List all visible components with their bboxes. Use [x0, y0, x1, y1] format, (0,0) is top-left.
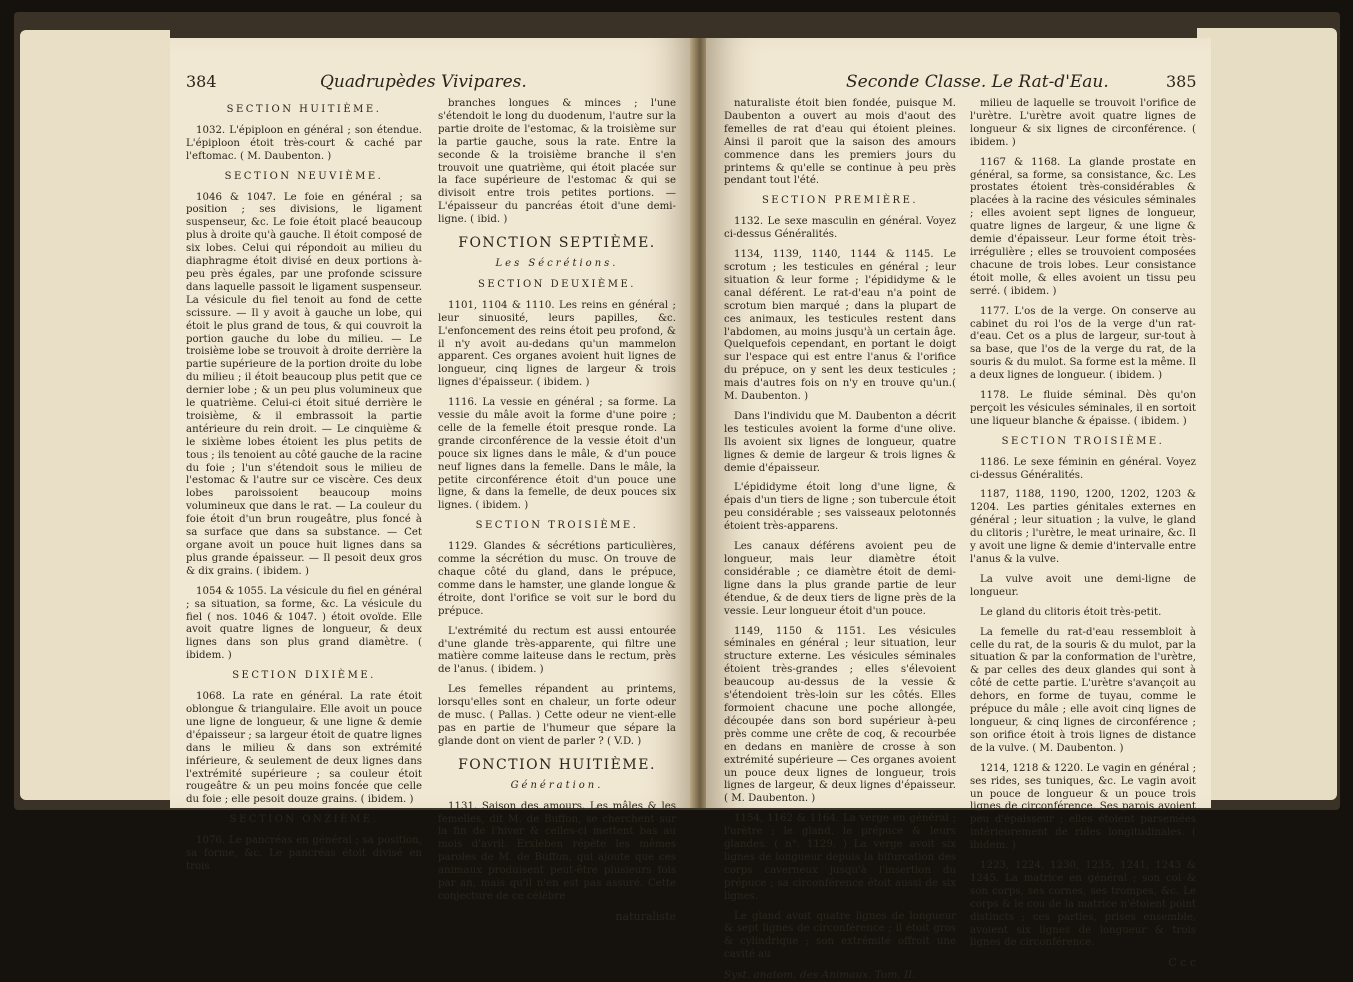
left-column-2 [438, 98, 676, 923]
paragraph: 1076. Le pancréas en général ; sa position, sa forme, &c. Le pancréas étoit divisé en trois [186, 835, 422, 872]
right-page-edges [1197, 28, 1337, 800]
paragraph: 1054 & 1055. La vésicule du fiel en général ; sa situation, sa forme, &c. La vésicule du fiel ( nos. 1046 & 1047. ) étoit ovoïde. Elle avoit quatre lignes de longueur, & deux lignes dans son plus grand diamètre. ( ibidem. ) [186, 585, 422, 662]
section-heading: SECTION DIXIÈME. [232, 670, 376, 682]
right-column-2 [970, 98, 1196, 970]
paragraph: Dans l'individu que M. Daubenton a décrit les testicules avoient la forme d'une olive. Ils avoient six lignes de longueur, quatre lignes & demie de largeur & trois lignes & demie d'épaisseur. [724, 410, 956, 474]
paragraph: milieu de laquelle se trouvoit l'orifice de l'urètre. L'urètre avoit quatre lignes de longueur & six lignes de circonférence. ( ibidem. ) [970, 98, 1196, 148]
paragraph: 1046 & 1047. Le foie en général ; sa position ; ses divisions, le ligament suspenseur, &c. Le foie étoit placé beaucoup plus à droite qu'à gauche. Il étoit composé de six lobes. Celui qui répondoit au milieu du diaphragme étoit divisé en deux portions à-peu près égales, par une profonde scissure dans laquelle passoit le ligament suspenseur. La vésicule du fiel tenoit au fond de cette scissure. — Il y avoit à gauche un lobe, qui étoit le plus grand de tous, & qui couvroit la portion gauche du lobe du milieu. — Le troisième lobe se trouvoit à droite derrière la partie supérieure de la portion droite du lobe du milieu ; il étoit beaucoup plus petit que ce dernier lobe ; & un peu plus volumineux que le quatrième. Celui-ci étoit situé derrière le troisième, & il embrassoit la partie antérieure du rein droit. — Le cinquième & le sixième lobes étoient les plus petits de tous ; ils tenoient au côté gauche de la racine du foie ; l'un s'étendoit sous le milieu de l'estomac & l'autre sur ce viscère. Ces deux lobes paroissoient beaucoup moins volumineux que dans le rat. — La couleur du foie étoit d'un brun rougeâtre, plus foncé à sa surface que dans sa substance. — Cet organe avoit un pouce huit lignes dans sa plus grande épaisseur. — Il pesoit deux gros & dix grains. ( ibidem. ) [186, 191, 422, 577]
paragraph: L'extrémité du rectum est aussi entourée d'une glande très-apparente, qui filtre une matière comme laiteuse dans le rectum, près de l'anus. ( ibidem. ) [438, 625, 676, 676]
paragraph: 1134, 1139, 1140, 1144 & 1145. Le scrotum ; les testicules en général ; leur situation & leur forme ; l'épididyme & le canal déférent. Le rat-d'eau n'a point de scrotum bien marqué ; dans la plupart de ces animaux, les testicules restent dans l'abdomen, au moins jusqu'à un certain âge. Quelquefois cependant, en portant le doigt sur l'espace qui est entre l'anus & l'orifice du prépuce, on y sent les deux testicules ; mais d'autres fois on n'y en trouve qu'un.( M. Daubenton. ) [724, 249, 956, 403]
right-column-1 [724, 98, 956, 982]
paragraph: 1116. La vessie en général ; sa forme. La vessie du mâle avoit la forme d'une poire ; celle de la femelle étoit presque ronde. La grande circonférence de la vessie étoit d'un pouce six lignes dans le mâle, & d'un pouce neuf lignes dans la femelle. Dans le mâle, la petite circonférence étoit d'un pouce une ligne, & dans la femelle, de deux pouces six lignes. ( ibidem. ) [438, 397, 676, 512]
section-heading: SECTION PREMIÈRE. [761, 195, 919, 207]
paragraph: Les femelles répandent au printems, lorsqu'elles sont en chaleur, un forte odeur de musc. ( Pallas. ) Cette odeur ne vient-elle pas en partie de l'humeur que sépare la glande dont on vient de parler ? ( V.D. ) [438, 684, 676, 747]
paragraph: 1223, 1224, 1230, 1235, 1241, 1243 & 1245. La matrice en général ; son col & son corps, ses cornes, ses trompes, &c. Le corps & le cou de la matrice n'étoient point distincts ; ces parties, prises ensemble, avoient six lignes de longueur & trois lignes de circonférence. [970, 860, 1196, 949]
paragraph: 1214, 1218 & 1220. Le vagin en général ; ses rides, ses tuniques, &c. Le vagin avoit un pouce de longueur & un pouce trois lignes de circonférence. Ses parois avoient peu d'épaisseur ; elles étoient parsemées intérieurement de rides longitudinales. ( ibidem. ) [970, 762, 1196, 852]
paragraph: 1149, 1150 & 1151. Les vésicules séminales en général ; leur situation, leur structure externe. Les vésicules séminales étoient très-grandes ; elles s'élevoient beaucoup au-dessus de la vessie & s'étendoient très-loin sur les côtés. Elles formoient chacune une poche allongée, découpée dans son bord supérieur à-peu près comme une crête de coq, & recourbée en dedans en manière de crosse à son extrémité supérieure — Ces organes avoient un pouce deux lignes de longueur, trois lignes de largeur, & deux lignes d'épaisseur. ( M. Daubenton. ) [724, 625, 956, 805]
right-page [706, 38, 1211, 982]
paragraph: 1154, 1162 & 1164. La verge en général ; l'urètre ; le gland, le prépuce & leurs glandes. ( n°. 1129. ) La verge avoit six lignes de longueur depuis la bifurcation des corps caverneux jusqu'à l'insertion du prépuce ; sa circonférence étoit aussi de six lignes. [724, 813, 956, 902]
paragraph: Les canaux déférens avoient peu de longueur, mais leur diamètre étoit considérable ; ce diamètre étoit de demi-ligne dans la plus grande partie de leur étendue, & de deux tiers de ligne près de la vessie. Leur longueur étoit d'un pouce. [724, 541, 956, 617]
catchword: naturaliste [615, 909, 676, 923]
section-heading: SECTION DEUXIÈME. [478, 278, 636, 290]
section-heading: SECTION NEUVIÈME. [224, 170, 384, 182]
paragraph: 1131. Saison des amours. Les mâles & les femelles, dit M. de Buffon, se cherchent sur la fin de l'hiver & celles-ci mettent bas au mois d'avril. Erxleben répète les mêmes paroles de M. de Buffon, qui ajoute que ces animaux produisent peut-être plusieurs fois par an, mais qu'il n'en est pas assuré. Cette conjecture de ce célèbre [438, 800, 676, 902]
paragraph: 1132. Le sexe masculin en général. Voyez ci-dessus Généralités. [724, 216, 956, 241]
function-subheading: Les Sécrétions. [495, 257, 619, 269]
left-running-head: Quadrupèdes Vivipares. [320, 72, 527, 92]
paragraph: 1186. Le sexe féminin en général. Voyez ci-dessus Généralités. [970, 456, 1196, 481]
section-heading: SECTION ONZIÈME. [229, 814, 379, 826]
paragraph: 1129. Glandes & sécrétions particulières, comme la sécrétion du musc. On trouve de chaque côté du gland, dans le prépuce, comme dans le hamster, une glande longue & étroite, dont l'orifice se voit sur le bord du prépuce. [438, 541, 676, 617]
paragraph: 1177. L'os de la verge. On conserve au cabinet du roi l'os de la verge d'un rat-d'eau. Cet os a plus de largeur, sur-tout à sa base, que l'os de la verge du rat, de la souris & du mulot. Sa forme est la même. Il a deux lignes de longueur. ( ibidem. ) [970, 305, 1196, 382]
section-heading: SECTION HUITIÈME. [226, 104, 382, 115]
paragraph: branches longues & minces ; l'une s'étendoit le long du duodenum, l'autre sur la partie droite de l'estomac, & la troisième sur la partie gauche, sous la rate. Entre la seconde & la troisième branche il s'en trouvoit une quatrième, qui étoit placée sur la face supérieure de l'estomac & qui se divisoit entre trois petites portions. — L'épaisseur du pancréas étoit d'une demi-ligne. ( ibid. ) [438, 98, 676, 226]
left-page [170, 38, 694, 923]
left-page-edges [20, 30, 170, 800]
section-heading: SECTION TROISIÈME. [1001, 435, 1165, 447]
paragraph: 1032. L'épiploon en général ; son étendue. L'épiploon étoit très-court & caché par l'eftomac. ( M. Daubenton. ) [186, 124, 422, 162]
signature-mark: C c c [1168, 956, 1196, 970]
right-page-number: 385 [1166, 72, 1197, 91]
paragraph: 1101, 1104 & 1110. Les reins en général ; leur sinuosité, leurs papilles, &c. L'enfoncement des reins étoit peu profond, & il n'y avoit au-dedans qu'un mammelon apparent. Ces organes avoient huit lignes de longueur, cinq lignes de largeur & trois lignes d'épaisseur. ( ibidem. ) [438, 299, 676, 389]
right-running-head: Seconde Classe. Le Rat-d'Eau. [846, 72, 1109, 92]
section-heading: SECTION TROISIÈME. [475, 520, 639, 532]
paragraph: Le gland avoit quatre lignes de longueur & sept lignes de circonférence ; il étoit gros & cylindrique ; son extrémité offroit une cavité au [724, 910, 956, 961]
paragraph: 1068. La rate en général. La rate étoit oblongue & triangulaire. Elle avoit un pouce une ligne de longueur, & une ligne & demie d'épaisseur ; sa largeur étoit de quatre lignes dans le milieu & dans son extrémité inférieure, & seulement de deux lignes dans l'extrémité supérieure ; sa couleur étoit rougeâtre & un peu moins foncée que celle du foie ; elle pesoit douze grains. ( ibidem. ) [186, 691, 422, 806]
paragraph: 1167 & 1168. La glande prostate en général, sa forme, sa consistance, &c. Les prostates étoient très-considérables & placées à la racine des vésicules séminales ; elles avoient sept lignes de longueur, quatre lignes de largeur, & une ligne & demie d'épaisseur. Leur forme étoit très-irrégulière ; elles se trouvoient composées chacune de trois lobes. Leur consistance étoit molle, & elles avoient un tissu peu serré. ( ibidem. ) [970, 156, 1196, 297]
paragraph: L'épididyme étoit long d'une ligne, & épais d'un tiers de ligne ; son tubercule étoit peu considérable ; ses vaisseaux pelotonnés étoient très-apparens. [724, 482, 956, 533]
left-column-1 [186, 98, 422, 872]
paragraph: 1178. Le fluide séminal. Dès qu'on perçoit les vésicules séminales, il en sortoit une liqueur blanche & épaisse. ( ibidem. ) [970, 390, 1196, 427]
page-footer: Syst. anatom. des Animaux. Tom. II. [724, 969, 916, 982]
paragraph: naturaliste étoit bien fondée, puisque M. Daubenton a ouvert au mois d'aout des femelles de rat d'eau qui étoient pleines. Ainsi il paroit que la saison des amours commence dans les premiers jours du printems & qu'elle se continue à peu près pendant tout l'été. [724, 98, 956, 187]
paragraph: Le gland du clitoris étoit très-petit. [980, 606, 1162, 618]
function-heading: FONCTION HUITIÈME. [458, 756, 656, 773]
left-page-number: 384 [186, 72, 217, 91]
paragraph: La femelle du rat-d'eau ressembloit à celle du rat, de la souris & du mulot, par la situation & par la conformation de l'urètre, & par celles des deux glandes qui sont à côté de cette partie. L'urètre s'avançoit au dehors, en forme de tuyau, comme le prépuce du mâle ; elle avoit cinq lignes de longueur, & cinq lignes de circonférence ; son orifice étoit à trois lignes de distance de la vulve. ( M. Daubenton. ) [970, 626, 1196, 754]
function-heading: FONCTION SEPTIÈME. [458, 235, 656, 252]
paragraph: 1187, 1188, 1190, 1200, 1202, 1203 & 1204. Les parties génitales externes en général ; leur situation ; la vulve, le gland du clitoris ; l'urètre, le meat urinaire, &c. Il y avoit une ligne & demie d'intervalle entre l'anus & la vulve. [970, 489, 1196, 565]
paragraph: La vulve avoit une demi-ligne de longueur. [970, 573, 1196, 598]
function-subheading: Génération. [510, 779, 604, 791]
